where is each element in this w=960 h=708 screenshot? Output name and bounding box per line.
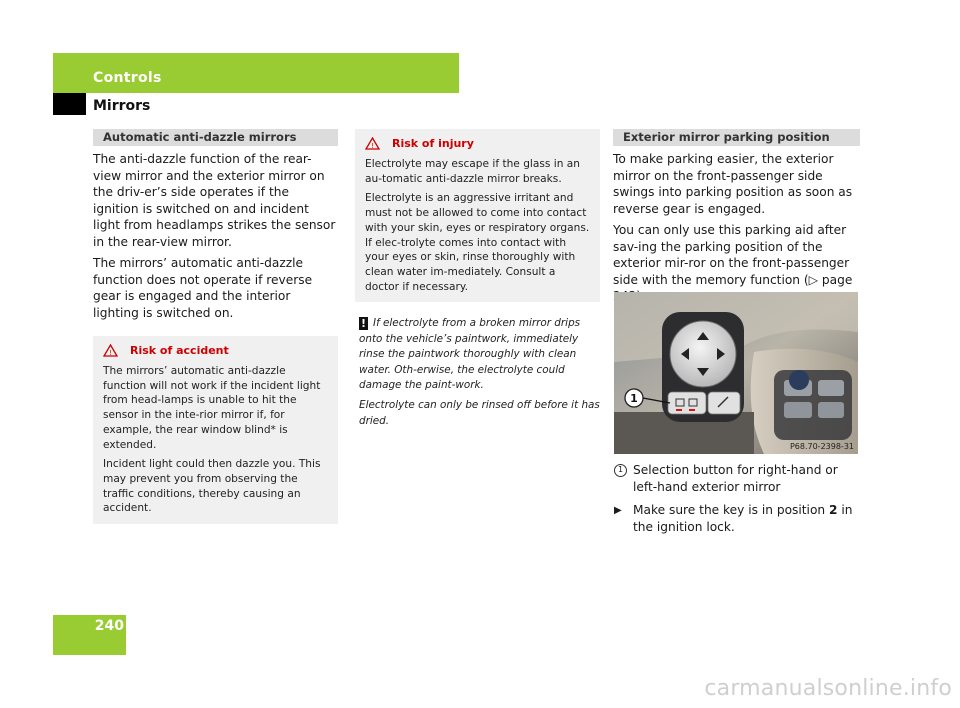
instruction-text: Make sure the key is in position — [633, 503, 829, 517]
watermark: carmanualsonline.info — [704, 676, 952, 701]
warning-paragraph: Incident light could then dazzle you. This may prevent you from observing the traffic conditions, thereby causing an accident. — [103, 458, 321, 515]
body-text — [613, 151, 860, 305]
instruction-step — [614, 502, 861, 535]
warning-triangle-icon — [103, 344, 118, 357]
warning-paragraph: The mirrors’ automatic anti-dazzle function will not work if the incident light from head-lamps is unable to hit the sensor in the inte-rior mirror if, for example, the rear window blind* is extended. — [103, 365, 321, 451]
warning-paragraph: Electrolyte is an aggressive irritant and must not be allowed to come into contact with your skin, eyes or respiratory organs. If elec-trolyte comes into contact with your eyes or skin, rinse thoroughly with clean water im-mediately. Consult a doctor if necessary. — [365, 192, 590, 293]
key-position: 2 — [829, 503, 838, 517]
paragraph: To make parking easier, the exterior mirror on the front-passenger side swings into parking position as soon as reverse gear is engaged. — [613, 152, 853, 216]
header-black-block — [53, 93, 86, 115]
page-number: 240 — [94, 618, 124, 634]
note-block — [355, 316, 600, 429]
door-panel-illustration — [614, 292, 858, 454]
warning-title: Risk of accident — [130, 344, 229, 357]
warning-box-injury — [355, 129, 600, 302]
photo-legend — [614, 462, 861, 535]
paragraph: You can only use this parking aid after sav-ing the parking position of the exterior mir-ror on the front-passenger side with the memory function (▷ page — [613, 223, 853, 287]
callout-number: 1 — [630, 392, 638, 405]
svg-text:!: ! — [371, 142, 374, 150]
warning-box-accident — [93, 336, 338, 524]
legend-number: 1 — [614, 464, 627, 477]
subsection-title: Mirrors — [93, 98, 151, 114]
notice-icon: ! — [360, 317, 367, 331]
section-heading-anti-dazzle: Automatic anti-dazzle mirrors — [93, 129, 338, 146]
section-title: Controls — [93, 70, 162, 86]
legend-text: Selection button for right-hand or left-hand exterior mirror — [633, 463, 838, 494]
note-paragraph: Electrolyte can only be rinsed off before it has dried. — [359, 399, 600, 427]
column-3 — [613, 129, 860, 310]
warning-title: Risk of injury — [392, 137, 474, 150]
legend-item — [614, 462, 861, 495]
mirror-controls-photo — [614, 292, 858, 454]
column-1 — [93, 129, 338, 524]
image-code: P68.70-2398-31 — [789, 442, 854, 451]
warning-paragraph: Electrolyte may escape if the glass in an au-tomatic anti-dazzle mirror breaks. — [365, 158, 580, 185]
paragraph: The anti-dazzle function of the rear-view mirror and the exterior mirror on the driv-er’s side operates if the ignition is switched on and incident light from headlamps strikes the sensor in the rear-view mirror. — [93, 152, 336, 249]
warning-triangle-icon — [365, 137, 380, 150]
instruction-text: in the ignition lock. — [633, 503, 853, 534]
note-paragraph: If electrolyte from a broken mirror drips onto the vehicle’s paintwork, immediately rinse the paintwork thoroughly with clean water. Oth-erwise, the electrolyte could damage the paint-work. — [359, 317, 581, 391]
step-arrow-icon: ▶ — [614, 505, 622, 516]
column-2 — [355, 129, 600, 434]
body-text — [93, 151, 338, 321]
svg-text:!: ! — [109, 349, 112, 357]
section-heading-parking-position: Exterior mirror parking position — [613, 129, 860, 146]
paragraph: The mirrors’ automatic anti-dazzle function does not operate if reverse gear is engaged and the interior lighting is switched on. — [93, 256, 313, 320]
